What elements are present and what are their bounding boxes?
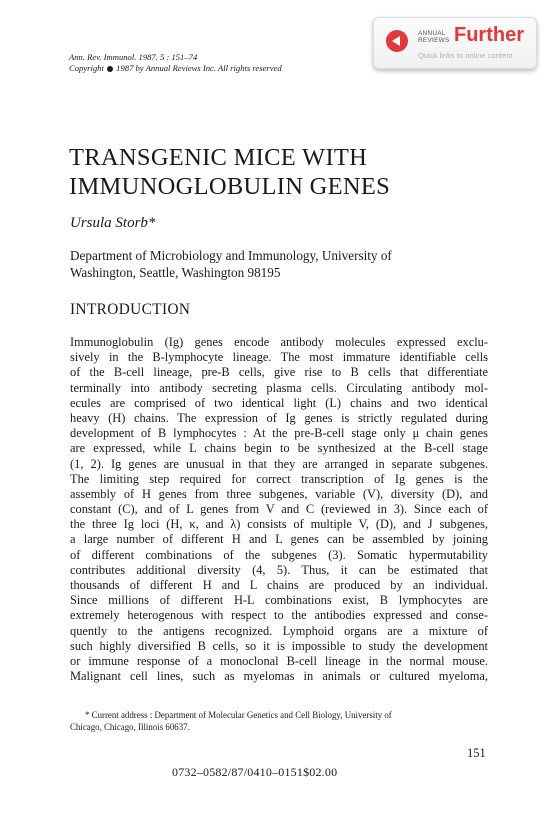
body-line: of different combinations of the subgenes (3). Somatic hypermutability [70,547,488,562]
body-line: heavy (H) chains. The expression of Ig genes is strictly regulated during [70,410,488,425]
title-line-1: TRANSGENIC MICE WITH [69,144,368,171]
copyright-prefix: Copyright [69,63,104,73]
introduction-body [70,335,488,684]
play-icon [386,30,408,52]
body-line: or immune response of a monoclonal B-cell lineage in the normal mouse. [70,653,488,668]
page-number: 151 [467,746,486,760]
body-line: constant (C), and of L genes from V and C (reviewed in 3). Since each of [70,502,488,517]
article-title [69,143,390,201]
body-line: ecules are comprised of two identical light (L) chains and two identical [70,395,488,410]
body-line: (1, 2). Ig genes are unusual in that they are arranged in separate subgenes. [70,456,488,471]
copyright-suffix: 1987 by Annual Reviews Inc. All rights reserved [116,63,282,73]
body-line: contributes additional diversity (4, 5). Thus, it can be estimated that [70,562,488,577]
section-heading-introduction: INTRODUCTION [70,301,191,318]
body-line: thousands of different H and L chains are produced by an individual. [70,578,488,592]
body-line: Since millions of different H-L combinations exist, B lymphocytes are [70,593,488,608]
title-line-2: IMMUNOGLOBULIN GENES [69,173,391,200]
author-name: Ursula Storb* [70,215,156,231]
copyright-line [69,63,282,74]
body-line: quently to the antigens recognized. Lymphoid organs are a mixture of [70,623,488,638]
body-line: of the B-cell lineage, pre-B cells, give rise to B cells that differentiate [70,365,488,380]
body-line: sively in the B-lymphocyte lineage. The most immature identifiable cells [70,350,488,365]
further-tagline: Quick links to online content [418,51,513,60]
issn-code: 0732–0582/87/0410–0151$02.00 [172,765,338,779]
author-affiliation: Department of Microbiology and Immunology, University of Washington, Seattle, Washington 98195 [70,248,392,280]
annual-reviews-logo: ANNUAL REVIEWS [418,30,450,44]
body-line: The limiting step required for correct transcription of Ig genes is the [70,471,488,486]
body-line: a large number of different H and L genes can be assembled by joining [70,532,488,547]
further-title: Further [454,24,524,46]
body-line: terminally into antibody secreting plasma cells. Circulating antibody mol- [70,380,488,395]
body-line: are expressed, while L chains begin to be synthesized at the B-cell stage [70,441,488,456]
journal-citation: Ann. Rev. Immunol. 1987. 5 : 151–74 [69,52,198,62]
journal-header [69,52,282,74]
copyright-symbol-icon [107,66,113,72]
body-line: Immunoglobulin (Ig) genes encode antibody molecules expressed exclu- [70,335,488,349]
author-footnote: * Current address : Department of Molecular Genetics and Cell Biology, University of Chicago, Chicago, Illinois 60637. [70,710,392,732]
further-links-banner[interactable] [373,17,537,69]
body-line: development of B lymphocytes : At the pre-B-cell stage only μ chain genes [70,426,488,441]
body-line: Malignant cell lines, such as myelomas in animals or cultured myeloma, [70,669,488,684]
body-line: such highly diversified B cells, so it is impossible to study the development [70,638,488,653]
body-line: assembly of H genes from three subgenes, variable (V), diversity (D), and [70,486,488,501]
body-line: the three Ig loci (H, κ, and λ) consists of multiple V, (D), and J subgenes, [70,517,488,532]
body-line: extremely heterogenous with respect to the antibodies expressed and conse- [70,608,488,623]
